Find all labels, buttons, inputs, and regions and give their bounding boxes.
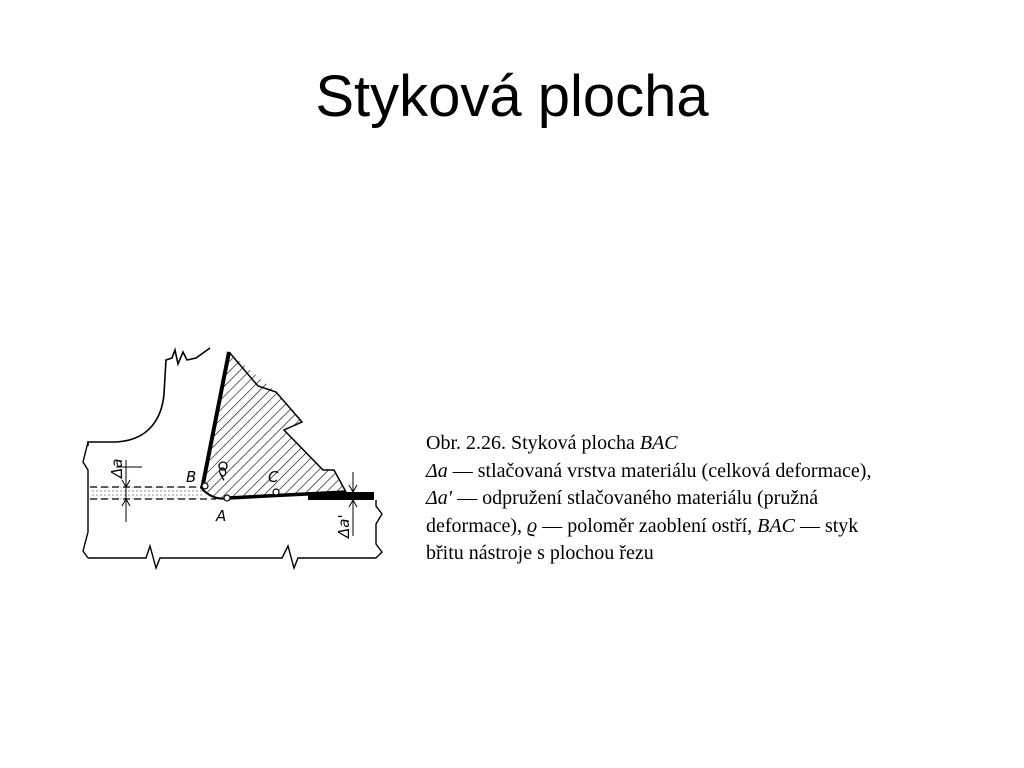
rho-label: ρ xyxy=(212,461,232,482)
caption-line-4-text-c: — styk xyxy=(794,514,859,537)
caption-line-3-italic: Δa′ xyxy=(426,487,453,509)
machined-surface xyxy=(308,492,374,500)
delta-a-label: Δa xyxy=(108,458,126,478)
caption-line-5 xyxy=(426,540,956,568)
workpiece-bottom xyxy=(88,546,376,568)
chip-outline xyxy=(88,348,210,446)
caption-line-4-text-a: deformace), xyxy=(426,514,528,537)
point-b-label: B xyxy=(186,468,197,486)
point-c-label: C xyxy=(268,468,279,486)
right-break-mark xyxy=(376,500,382,558)
cutting-edge-diagram xyxy=(76,346,386,576)
caption-line-4 xyxy=(426,513,956,541)
figure-caption xyxy=(426,430,956,568)
diagram-svg xyxy=(76,346,386,576)
caption-line-2-italic: Δa xyxy=(426,459,448,482)
slide-title: Styková plocha xyxy=(315,64,709,129)
left-break-mark xyxy=(83,442,88,558)
caption-line-1-italic: BAC xyxy=(639,432,678,454)
caption-line-5-text: břitu nástroje s plochou řezu xyxy=(426,542,654,564)
caption-line-1-text: Obr. 2.26. Styková plocha xyxy=(426,432,640,454)
caption-line-4-text-b: — poloměr zaoblení ostří, xyxy=(537,514,758,537)
caption-line-1 xyxy=(426,430,956,458)
caption-line-2 xyxy=(426,458,956,486)
caption-line-3-text: — odpružení stlačovaného materiálu (pružná xyxy=(452,487,819,509)
delta-a-prime-label: Δa' xyxy=(335,514,353,538)
point-a-marker xyxy=(224,495,230,501)
point-b-marker xyxy=(202,483,208,489)
point-a-label: A xyxy=(216,507,227,525)
compressed-layer xyxy=(90,487,202,499)
caption-line-3 xyxy=(426,485,956,513)
point-c-marker xyxy=(273,489,279,495)
caption-line-4-bac: BAC xyxy=(757,514,795,537)
caption-line-4-rho: ϱ xyxy=(527,514,538,537)
caption-line-2-text: — stlačovaná vrstva materiálu (celková deformace), xyxy=(447,459,872,482)
